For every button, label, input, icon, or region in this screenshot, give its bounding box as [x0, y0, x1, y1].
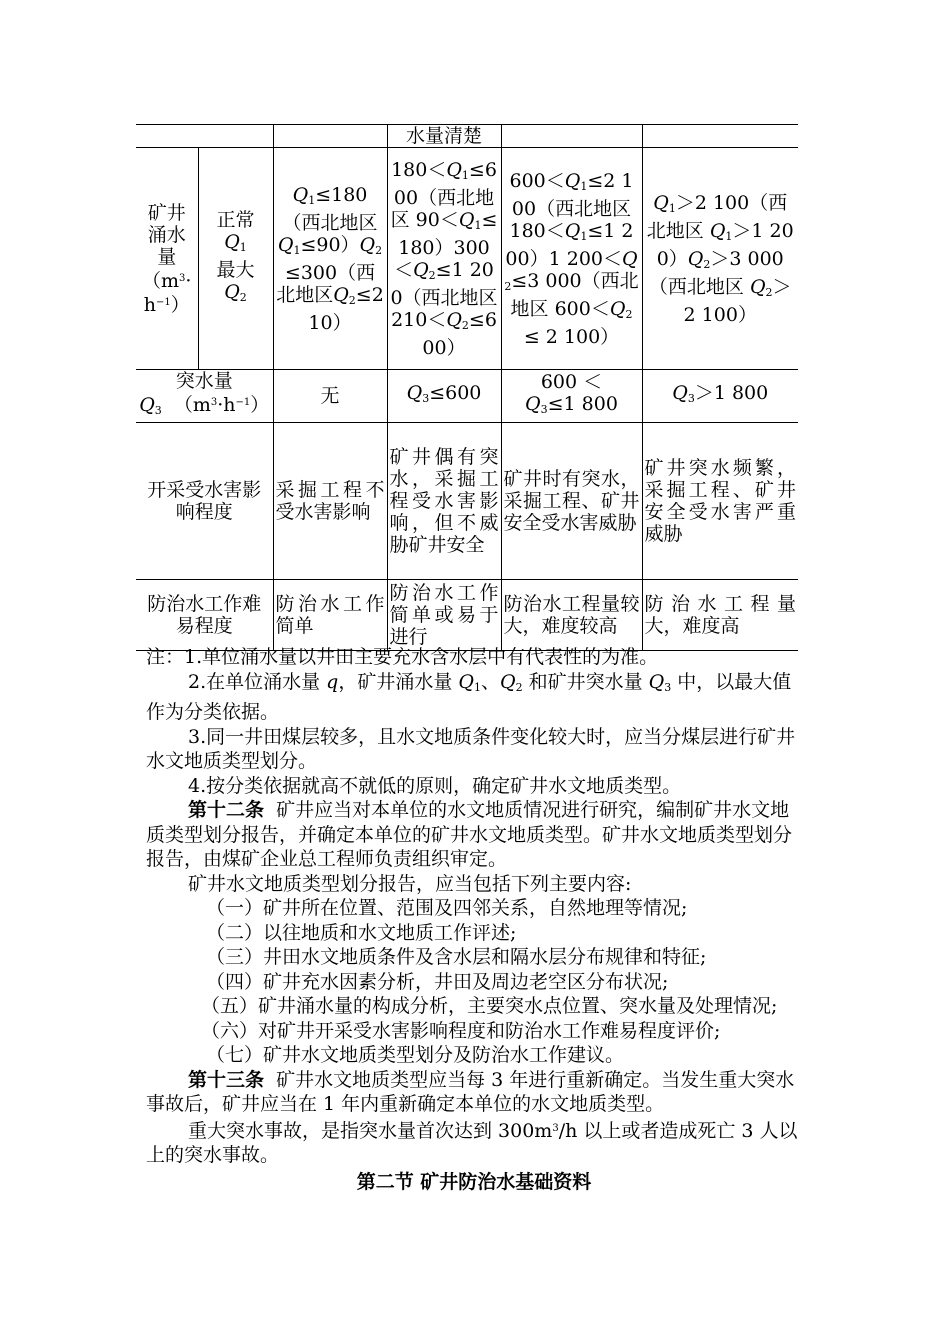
inrush-medium: $Q_3\le 600$ — [387, 370, 501, 423]
table-cell — [501, 125, 642, 148]
hydrogeology-classification-table — [136, 124, 798, 651]
table-row — [136, 580, 798, 651]
note-4: 4.按分类依据就高不就低的原则，确定矿井水文地质类型。 — [188, 774, 682, 797]
difficulty-very-complex: 防治水工程量大，难度高 — [642, 580, 798, 651]
mining-impact-complex: 矿井时有突水，采掘工程、矿井安全受水害威胁 — [501, 423, 642, 580]
article-13-title: 第十三条 — [188, 1068, 265, 1091]
inrush-simple: 无 — [273, 370, 387, 423]
note-1: 注：1.单位涌水量以井田主要充水含水层中有代表性的为准。 — [146, 646, 659, 668]
table-row — [136, 370, 798, 423]
mine-inflow-label: 矿井 涌水 量 （$m^3\cdot$ $h^{-1}$） — [136, 148, 198, 370]
body-text — [146, 645, 802, 1194]
inrush-complex: 600 ＜ $Q_3\le 1$ 800 — [501, 370, 642, 423]
article-12-title: 第十二条 — [188, 799, 265, 821]
list-item: （六）对矿井开采受水害影响程度和防治水工作难易程度评价; — [201, 1019, 721, 1042]
section-title: 第二节 矿井防治水基础资料 — [356, 1170, 592, 1193]
list-item: （三）井田水文地质条件及含水层和隔水层分布规律和特征; — [206, 946, 707, 968]
list-item: （一）矿井所在位置、范围及四邻关系，自然地理等情况; — [206, 897, 688, 919]
mining-impact-simple: 采掘工程不受水害影响 — [273, 423, 387, 580]
article-13: 第十三条 矿井水文地质类型应当每 3 年进行重新确定。当发生重大突水事故后，矿井应当在 1 年内重新确定本单位的水文地质类型。 — [146, 1068, 795, 1115]
table-cell — [273, 125, 387, 148]
list-item: （七）矿井水文地质类型划分及防治水工作建议。 — [206, 1044, 625, 1066]
list-item: （五）矿井涌水量的构成分析，主要突水点位置、突水量及处理情况; — [201, 995, 778, 1017]
difficulty-label: 防治水工作难易程度 — [136, 580, 273, 651]
table-cell — [136, 125, 273, 148]
note-3: 3.同一井田煤层较多，且水文地质条件变化较大时，应当分煤层进行矿井水文地质类型划分。 — [146, 725, 796, 772]
inflow-very-complex: $Q_1>2$ 100（西北地区 $Q_1>1$ $200)Q_2>3$ 000（西北地区 $Q_2>2$ 100） — [642, 148, 798, 370]
table-row — [136, 148, 798, 370]
table-cell: 水量清楚 — [387, 125, 501, 148]
difficulty-simple: 防治水工作简单 — [273, 580, 387, 651]
normal-max-label: 正常 $Q_1$ 最大 $Q_2$ — [198, 148, 273, 370]
inflow-complex: $600<Q_1\le 2$ 100（西北地区 $180<Q_1\le 1$ 200）1 $200<Q_2\le 3$ 000（西北地区 $600<Q_2\le 2$ 100） — [501, 148, 642, 370]
article-12-intro: 矿井水文地质类型划分报告，应当包括下列主要内容: — [188, 872, 632, 895]
table-row — [136, 125, 798, 148]
table-row — [136, 423, 798, 580]
difficulty-complex: 防治水工程量较大，难度较高 — [501, 580, 642, 651]
mining-impact-medium: 矿井偶有突水，采掘工程受水害影响，但不威胁矿井安全 — [387, 423, 501, 580]
inflow-simple: $Q_1\le 180$（西北地区 $Q_1\le 90)Q_2\le 300$（西北地区$Q_2\le 210$） — [273, 148, 387, 370]
mining-impact-label: 开采受水害影响程度 — [136, 423, 273, 580]
inrush-very-complex: $Q_3>1$ 800 — [642, 370, 798, 423]
list-item: （四）矿井充水因素分析，井田及周边老空区分布状况; — [206, 970, 669, 993]
inrush-label: 突水量 $Q_3$ $(m^3\cdot h^{-1})$ — [136, 370, 273, 423]
table-cell — [642, 125, 798, 148]
article-12: 第十二条 矿井应当对本单位的水文地质情况进行研究，编制矿井水文地质类型划分报告，并确定本单位的矿井水文地质类型。矿井水文地质类型划分报告，由煤矿企业总工程师负责组织审定。 — [146, 799, 793, 870]
list-item: （二）以往地质和水文地质工作评述; — [206, 921, 517, 944]
note-2: 2.在单位涌水量 q，矿井涌水量 $Q_1$、$Q_2$ 和矿井突水量 $Q_3$ 中，以最大值作为分类依据。 — [146, 670, 792, 723]
article-13-definition: 重大突水事故，是指突水量首次达到 $300m^3/h$ 以上或者造成死亡 3 人以上的突水事故。 — [146, 1119, 798, 1166]
inflow-medium: $180<Q_1\le 600$（西北地区 $90<Q_1\le 180)300<Q_2\le 1$ 200（西北地区 $210<Q_2\le 600$） — [387, 148, 501, 370]
difficulty-medium: 防治水工作简单或易于进行 — [387, 580, 501, 651]
mining-impact-very-complex: 矿井突水频繁，采掘工程、矿井安全受水害严重威胁 — [642, 423, 798, 580]
